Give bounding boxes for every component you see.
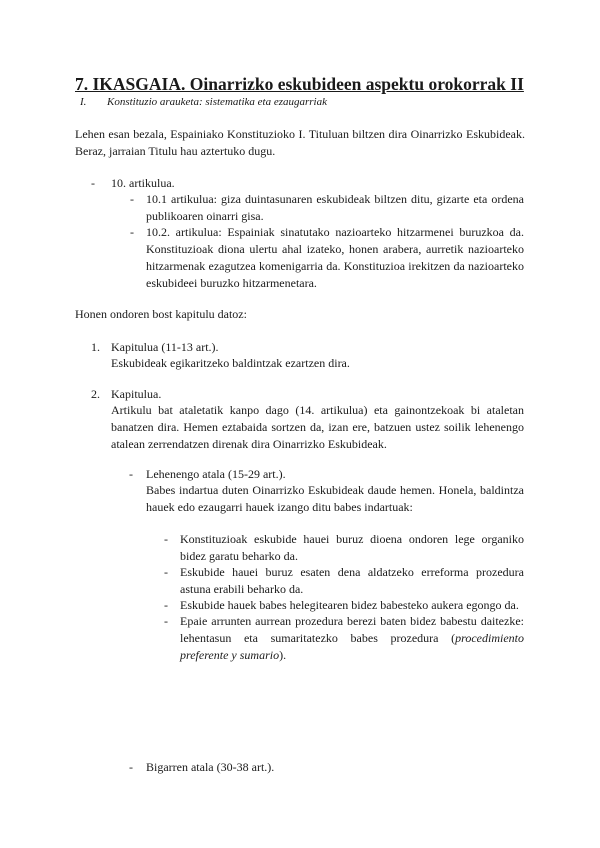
chapter1-title: Kapitulua (11-13 art.). — [111, 340, 219, 354]
section1-marker: - — [129, 467, 133, 481]
section1-title: Lehenengo atala (15-29 art.). — [146, 467, 286, 481]
chapter2-title: Kapitulua. — [111, 387, 162, 401]
article10-label: 10. artikulua. — [111, 176, 175, 190]
article10-bullet-2: - — [130, 225, 134, 239]
intro-paragraph: Lehen esan bezala, Espainiako Konstituzioko I. Tituluan biltzen dira Oinarrizko Eskubideak. Beraz, jarraian Titulu hau aztertuko dugu. — [75, 127, 525, 158]
section1-description: Babes indartua duten Oinarrizko Eskubideak daude hemen. Honela, baldintza hauek edo ezaugarri hauek izango ditu babes indartuak: — [146, 483, 524, 514]
section1-bullet-1: - — [164, 532, 168, 546]
section1-bullet-4: - — [164, 614, 168, 628]
article10-bullet-1: - — [130, 192, 134, 206]
section2-title: Bigarren atala (30-38 art.). — [146, 760, 275, 774]
section1-bullet-3: - — [164, 598, 168, 612]
section1-item-4 — [180, 613, 524, 664]
chapter2-number: 2. — [91, 387, 100, 401]
subtitle-number: I. — [80, 96, 87, 108]
chapter2-description: Artikulu bat ataletatik kanpo dago (14. artikulua) eta gainontzekoak bi ataletan banatzen dira. Hemen eztabaida sortzen da, izan ere, batzuen ustez soilik lehenengo atalean zerrendatzen direnak dira Oinarrizko Eskubideak. — [111, 403, 524, 451]
article10-item-1: 10.1 artikulua: giza duintasunaren eskubideak biltzen ditu, gizarte eta ordena publikoaren oinarri gisa. — [146, 192, 524, 223]
section1-item-4-tail: ). — [279, 648, 287, 662]
article10-marker: - — [91, 176, 95, 190]
section2-marker: - — [129, 760, 133, 774]
chapter1-description: Eskubideak egikaritzeko baldintzak ezartzen dira. — [111, 356, 350, 370]
page-title: 7. IKASGAIA. Oinarrizko eskubideen aspektu orokorrak II — [75, 74, 524, 94]
section1-item-1: Konstituzioak eskubide hauei buruz dioena ondoren lege organiko bidez garatu beharko da. — [180, 532, 524, 563]
section-subtitle — [80, 94, 327, 111]
section1-bullet-2: - — [164, 565, 168, 579]
chapter1-number: 1. — [91, 340, 100, 354]
subtitle-text: Konstituzio arauketa: sistematika eta ezaugarriak — [107, 96, 327, 108]
section1-item-3: Eskubide hauek babes helegitearen bidez babesteko aukera egongo da. — [180, 598, 519, 612]
section1-item-4-italic: procedimiento preferente y sumario — [180, 631, 524, 662]
section1-item-2: Eskubide hauei buruz esaten dena aldatzeko erreforma prozedura astuna erabili beharko da. — [180, 565, 524, 596]
chapters-intro: Honen ondoren bost kapitulu datoz: — [75, 307, 247, 321]
section1-item-4-text: Epaie arrunten aurrean prozedura berezi baten bidez babestu daitezke: lehentasun eta sumaritatezko babes prozedura ( — [180, 614, 524, 645]
article10-item-2: 10.2. artikulua: Espainiak sinatutako nazioarteko hitzarmenei buruzkoa da. Konstituzioak diona ulertu ahal izateko, honen arabera, aurretik nazioarteko hitzarmenak ezagutzea komenigarria da. Konstituzioa irekitzen da nazioarteko eskubideei buruzko hitzarmenetara. — [146, 225, 524, 290]
